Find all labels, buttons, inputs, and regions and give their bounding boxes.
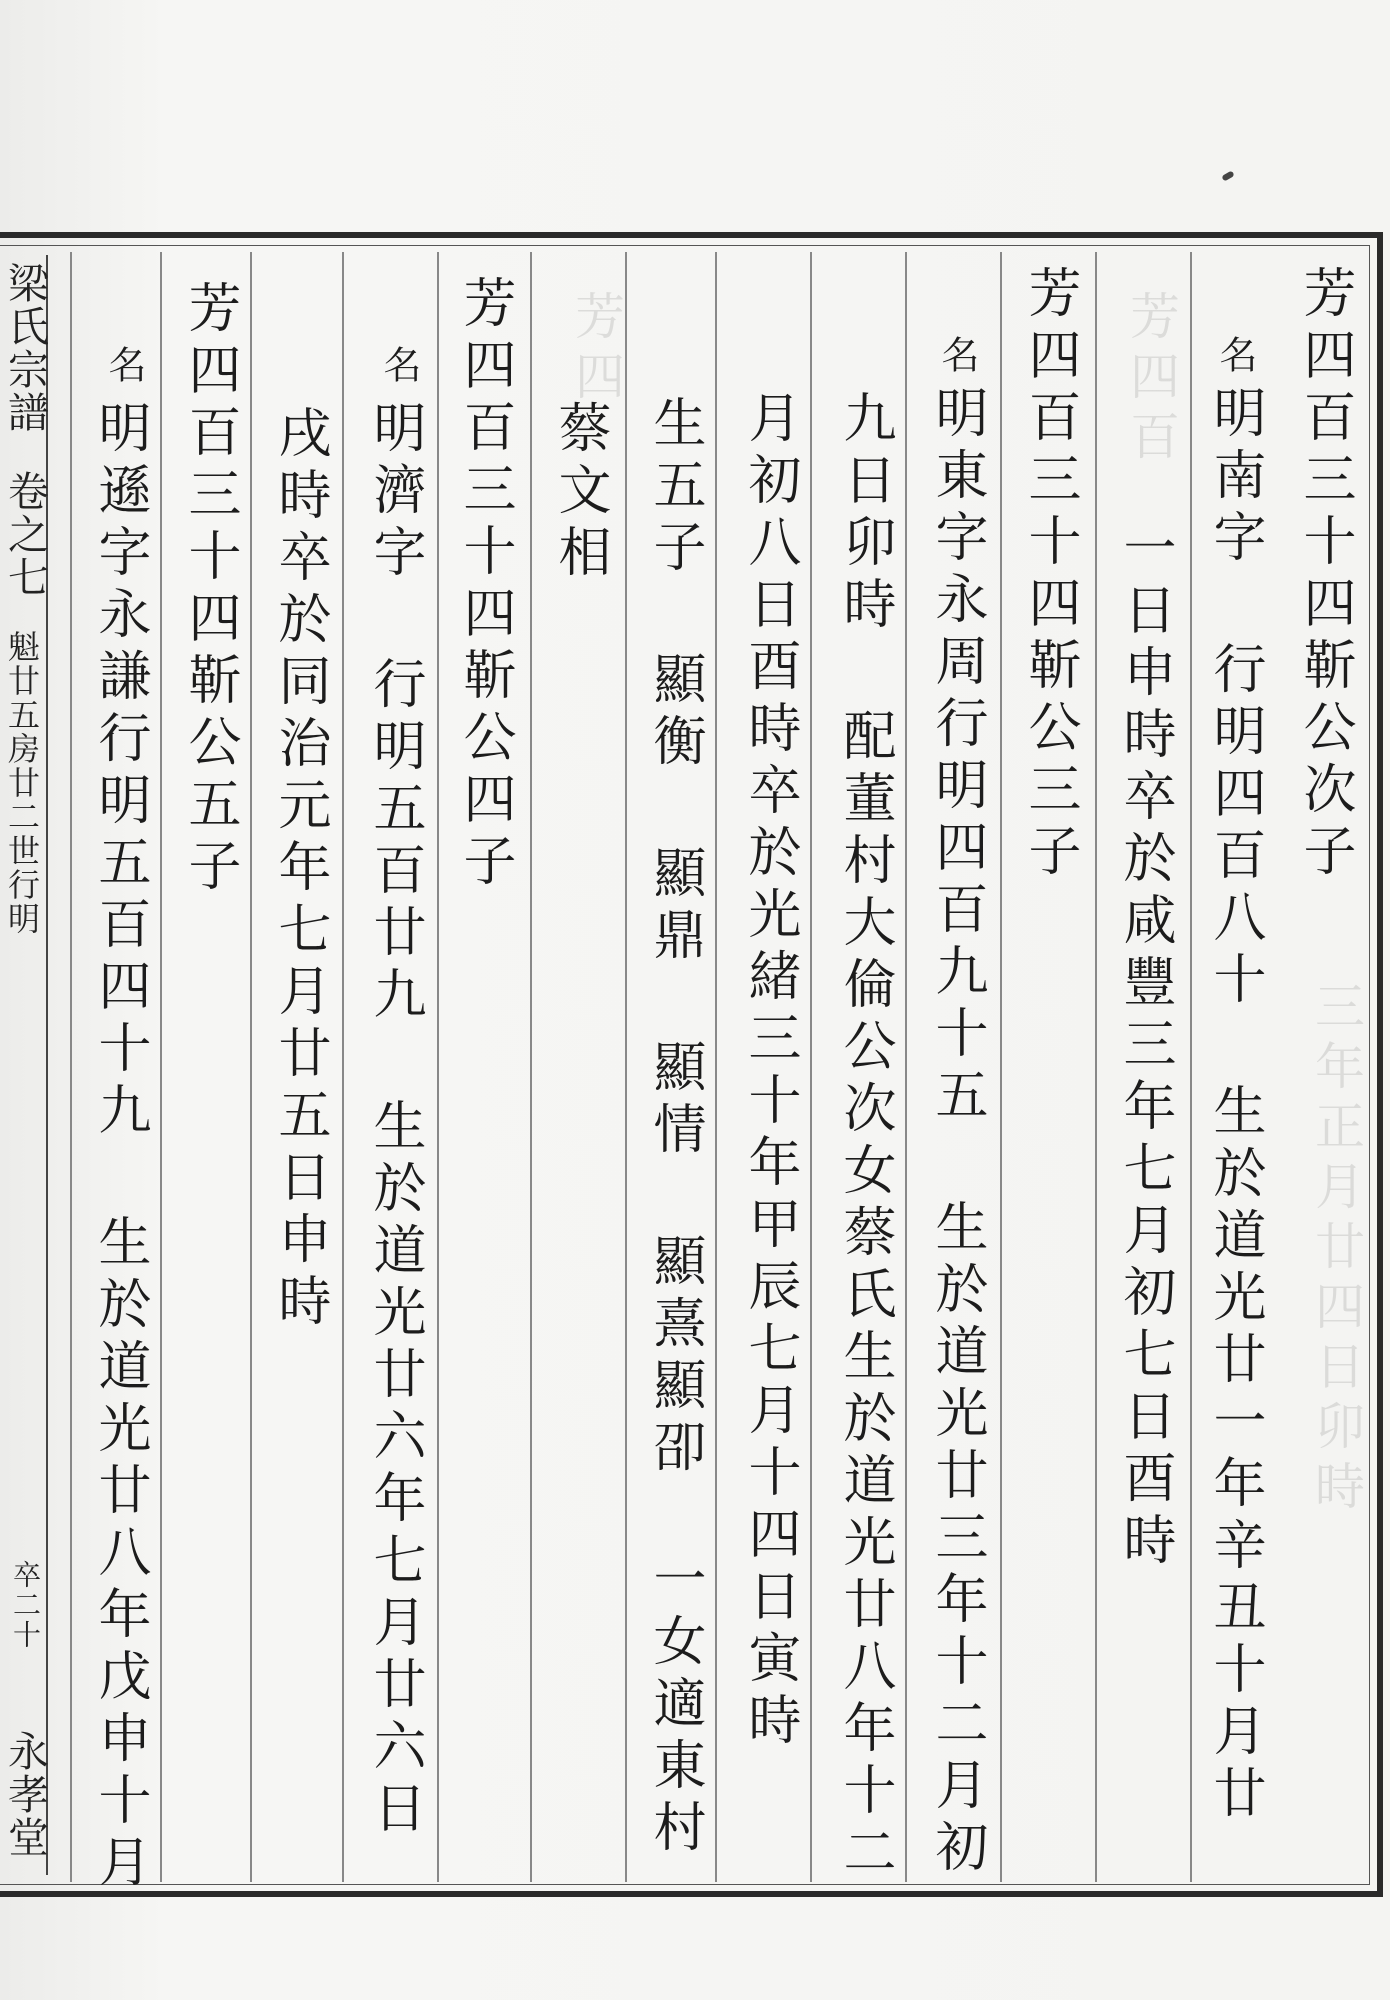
bleed-through-text: 芳四 (567, 290, 625, 410)
text-column: 芳四百三十四靳公次子 (1295, 265, 1356, 885)
column-rule (625, 252, 627, 1882)
margin-page-number: 卒二十 (9, 1560, 42, 1650)
column-rule (715, 252, 717, 1882)
margin-section: 魁廿五房廿二世行明 (3, 630, 41, 936)
text-column: 月初八日酉時卒於光緒三十年甲辰七月十四日寅時 (740, 390, 801, 1754)
text-column: 芳四百三十四靳公三子 (1020, 265, 1081, 885)
margin-title: 梁氏宗譜 (1, 262, 49, 434)
text-column: 芳四百三十四靳公五子 (180, 280, 241, 900)
column-rule (342, 252, 344, 1882)
text-column: 明東字永周行明四百九十五 生於道光廿三年十二月初 (927, 385, 988, 1881)
column-rule (1095, 252, 1097, 1882)
text-column: 明濟字 行明五百廿九 生於道光廿六年七月廿六日 (365, 400, 426, 1842)
column-name-label: 名 (102, 345, 146, 389)
text-column: 芳四百三十四靳公四子 (455, 275, 516, 895)
text-column: 生五子 顯衡 顯鼎 顯情 顯熹顯卲 一女適東村 (645, 395, 706, 1861)
column-rule (437, 252, 439, 1882)
text-column: 一日申時卒於咸豐三年七月初七日酉時 (1115, 520, 1176, 1574)
column-rule (810, 252, 812, 1882)
margin-hall-name: 永孝堂 (1, 1730, 49, 1859)
column-name-label: 名 (377, 345, 421, 389)
text-column: 蔡文相 (550, 400, 611, 586)
column-rule (250, 252, 252, 1882)
text-column: 九日卯時 配董村大倫公次女蔡氏生於道光廿八年十二 (835, 390, 896, 1886)
bleed-through-text: 三年正月廿四日卯時 (1307, 980, 1365, 1520)
column-rule (1190, 252, 1192, 1882)
margin-volume: 卷之七 (1, 470, 49, 599)
text-column: 明遜字永謙行明五百四十九 生於道光廿八年戊申十月 (90, 400, 151, 1896)
column-rule (160, 252, 162, 1882)
text-column: 明南字 行明四百八十 生於道光廿一年辛丑十月廿 (1205, 385, 1266, 1827)
bleed-through-text: 芳四百 (1122, 290, 1180, 470)
column-rule (530, 252, 532, 1882)
column-rule (1000, 252, 1002, 1882)
column-name-label: 名 (1213, 335, 1257, 379)
column-name-label: 名 (935, 335, 979, 379)
text-column: 戌時卒於同治元年七月廿五日申時 (270, 405, 331, 1335)
column-rule (70, 252, 72, 1882)
column-rule (905, 252, 907, 1882)
